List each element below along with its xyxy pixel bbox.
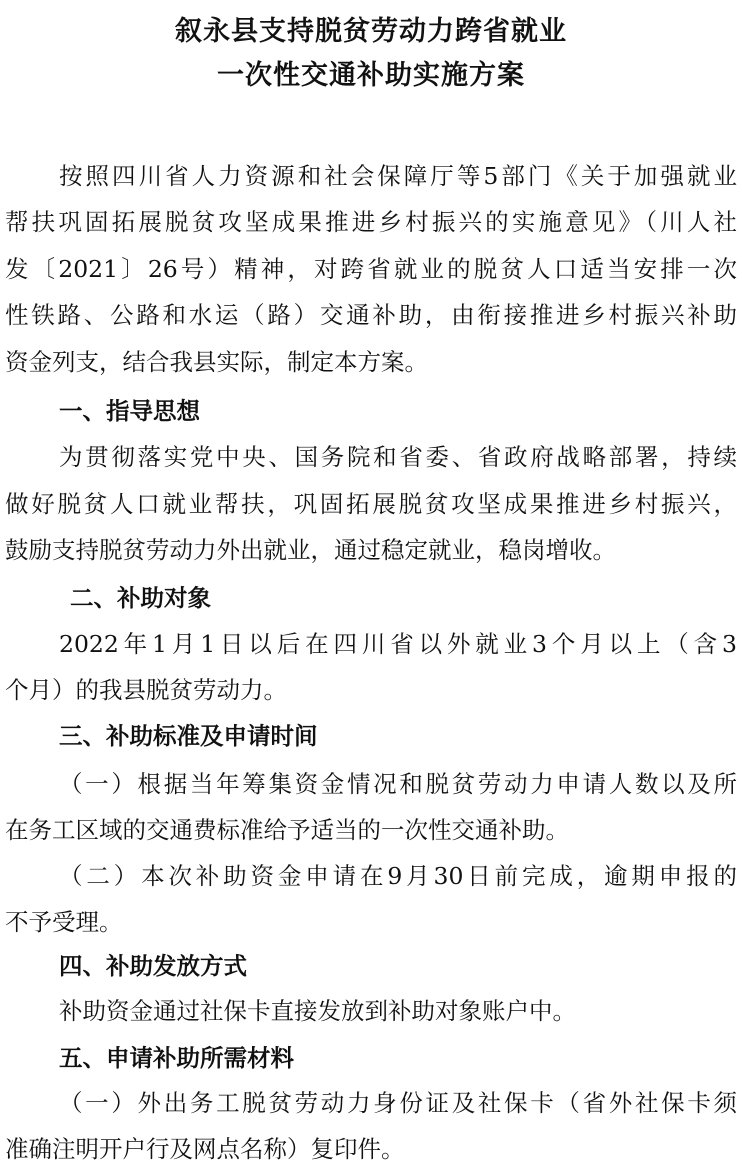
section-5-item-1-line-2: 准确注明开户行及网点名称）复印件。	[5, 1135, 405, 1163]
section-1-line-1: 为贯彻落实党中央、国务院和省委、省政府战略部署，持续	[59, 443, 737, 471]
section-3-item-2-line-2: 不予受理。	[5, 908, 123, 936]
section-5-heading: 五、申请补助所需材料	[59, 1044, 294, 1072]
section-1-line-2: 做好脱贫人口就业帮扶，巩固拓展脱贫攻坚成果推进乡村振兴，	[5, 490, 737, 518]
section-1-line-3: 鼓励支持脱贫劳动力外出就业，通过稳定就业，稳岗增收。	[5, 536, 616, 564]
section-5-item-1-line-1: （一）外出务工脱贫劳动力身份证及社保卡（省外社保卡须	[59, 1089, 737, 1117]
intro-line-1: 按照四川省人力资源和社会保障厅等5部门《关于加强就业	[59, 162, 737, 190]
section-2-line-2: 个月）的我县脱贫劳动力。	[5, 676, 287, 704]
intro-line-5: 资金列支，结合我县实际，制定本方案。	[5, 348, 428, 376]
section-3-heading: 三、补助标准及申请时间	[59, 722, 318, 750]
section-2-line-1: 2022年1月1日以后在四川省以外就业3个月以上（含3	[59, 630, 737, 658]
document-title-line-1: 叙永县支持脱贫劳动力跨省就业	[175, 16, 567, 47]
intro-line-2: 帮扶巩固拓展脱贫攻坚成果推进乡村振兴的实施意见》（川人社	[5, 208, 737, 236]
intro-line-3: 发〔2021〕26号）精神，对跨省就业的脱贫人口适当安排一次	[5, 255, 737, 283]
section-4-line-1: 补助资金通过社保卡直接发放到补助对象账户中。	[59, 997, 576, 1025]
document-title-line-2: 一次性交通补助实施方案	[217, 60, 525, 91]
section-3-item-1-line-2: 在务工区域的交通费标准给予适当的一次性交通补助。	[5, 816, 569, 844]
intro-line-4: 性铁路、公路和水运（路）交通补助，由衔接推进乡村振兴补助	[5, 301, 737, 329]
section-4-heading: 四、补助发放方式	[59, 952, 247, 980]
section-1-heading: 一、指导思想	[59, 397, 200, 425]
section-2-heading: 二、补助对象	[70, 584, 211, 612]
section-3-item-1-line-1: （一）根据当年筹集资金情况和脱贫劳动力申请人数以及所	[59, 770, 737, 798]
section-3-item-2-line-1: （二）本次补助资金申请在9月30日前完成，逾期申报的	[59, 862, 737, 890]
